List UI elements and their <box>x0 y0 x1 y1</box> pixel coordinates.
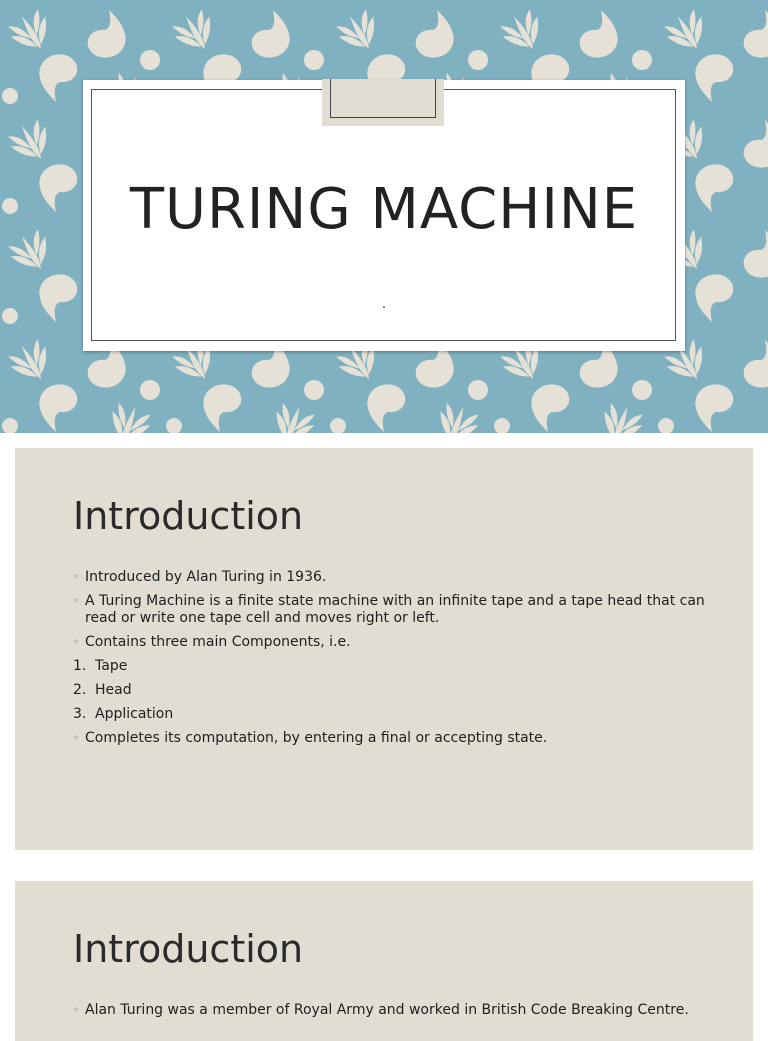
introduction-slide-1 <box>15 448 753 850</box>
number-marker: 2. <box>73 682 87 698</box>
bullet-marker: ◦ <box>73 572 79 583</box>
numbered-item: 3. Application <box>73 706 174 722</box>
introduction-slide-2 <box>15 881 753 1041</box>
bullet-marker: ◦ <box>73 596 79 607</box>
bullet-item: ◦ Completes its computation, by entering a final or accepting state. <box>73 730 548 746</box>
bullet-item: ◦ Contains three main Components, i.e. <box>73 634 351 650</box>
bullet-item: ◦ Introduced by Alan Turing in 1936. <box>73 569 327 585</box>
numbered-item: 2. Head <box>73 682 132 698</box>
bullet-item: ◦ Alan Turing was a member of Royal Army and worked in British Code Breaking Centre. <box>73 1002 689 1018</box>
title-slide <box>0 0 768 433</box>
slide-heading: Introduction <box>73 927 304 971</box>
bullet-marker: ◦ <box>73 733 79 744</box>
slide-subtitle: . <box>381 296 387 312</box>
number-marker: 1. <box>73 658 87 674</box>
slide-title: TURING MACHINE <box>129 177 639 242</box>
bullet-item: ◦ A Turing Machine is a finite state machine with an infinite tape and a tape head that can read or write one tape cell and moves right or left. <box>73 593 705 626</box>
bullet-marker: ◦ <box>73 637 79 648</box>
numbered-item: 1. Tape <box>73 658 128 674</box>
title-card <box>83 80 685 351</box>
bullet-list <box>73 569 713 754</box>
bullet-list <box>73 1002 713 1026</box>
title-card-tab <box>322 79 444 126</box>
bullet-marker: ◦ <box>73 1005 79 1016</box>
number-marker: 3. <box>73 706 87 722</box>
slide-heading: Introduction <box>73 494 304 538</box>
